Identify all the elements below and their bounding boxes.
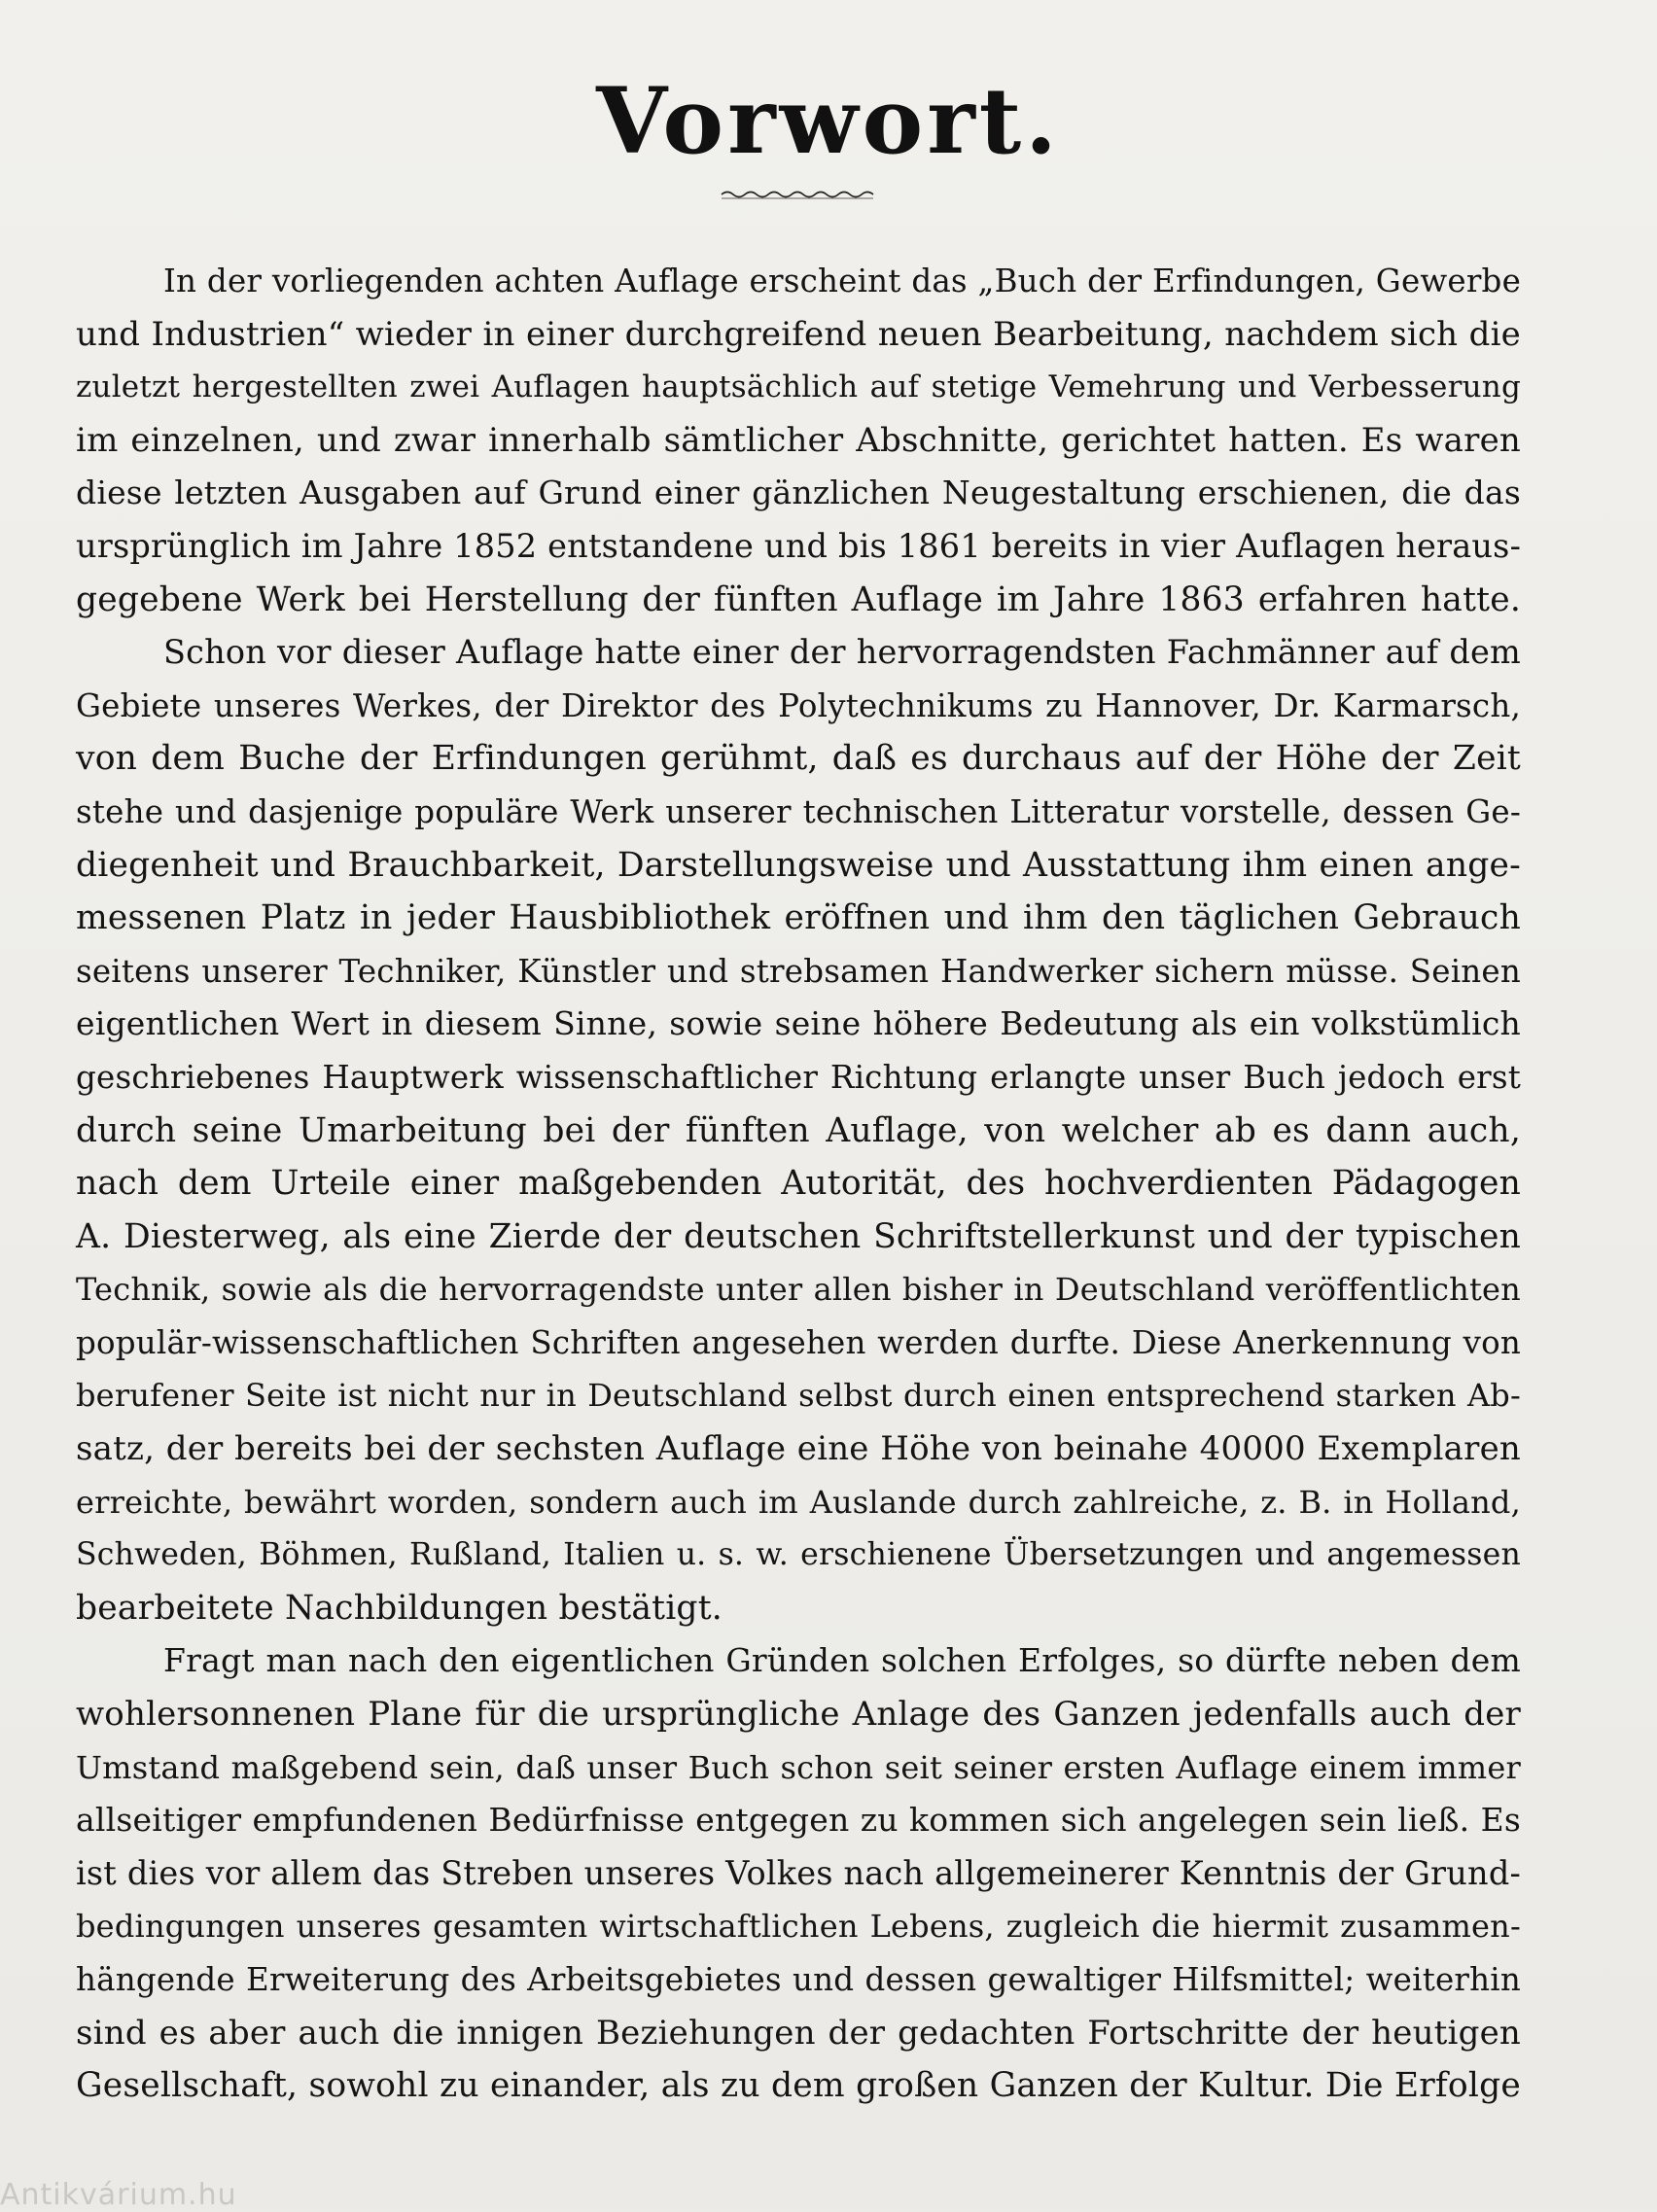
text-line: geschriebenes Hauptwerk wissenschaftlicher Richtung erlangte unser Buch jedoch erst [76,1058,1521,1096]
watermark: Antikvárium.hu [0,2178,237,2212]
text-line: diegenheit und Brauchbarkeit, Darstellungsweise und Ausstattung ihm einen ange- [76,845,1521,885]
text-line: bedingungen unseres gesamten wirtschaftlichen Lebens, zugleich die hiermit zusammen- [76,1908,1521,1946]
text-line: Schon vor dieser Auflage hatte einer der hervorragendsten Fachmänner auf dem [163,633,1521,672]
text-line: gegebene Werk bei Herstellung der fünften Auflage im Jahre 1863 erfahren hatte. [76,579,1521,619]
text-line: In der vorliegenden achten Auflage erscheint das „Buch der Erfindungen, Gewerbe [163,263,1521,299]
text-line: A. Diesterweg, als eine Zierde der deutschen Schriftstellerkunst und der typischen [76,1216,1521,1256]
text-line: ist dies vor allem das Streben unseres Volkes nach allgemeinerer Kenntnis der Grund- [76,1853,1521,1892]
text-line: von dem Buche der Erfindungen gerühmt, daß es durchaus auf der Höhe der Zeit [76,739,1521,779]
text-line: stehe und dasjenige populäre Werk unserer technischen Litteratur vorstelle, dessen Ge- [76,792,1521,830]
text-line: zuletzt hergestellten zwei Auflagen hauptsächlich auf stetige Vemehrung und Verbesserung [76,369,1521,405]
title-ornament-rule [720,187,875,202]
text-line: hängende Erweiterung des Arbeitsgebietes und dessen gewaltiger Hilfsmittel; weiterhin [76,1961,1521,1998]
text-line: nach dem Urteile einer maßgebenden Autorität, des hochverdienten Pädagogen [76,1164,1521,1204]
text-line: seitens unserer Techniker, Künstler und strebsamen Handwerker sichern müsse. Seinen [76,952,1521,990]
text-line: diese letzten Ausgaben auf Grund einer gänzlichen Neugestaltung erschienen, die das [76,474,1521,512]
text-line: Gesellschaft, sowohl zu einander, als zu dem großen Ganzen der Kultur. Die Erfolge [76,2066,1521,2106]
text-line: durch seine Umarbeitung bei der fünften Auflage, von welcher ab es dann auch, [76,1110,1521,1150]
text-line: erreichte, bewährt worden, sondern auch im Auslande durch zahlreiche, z. B. in Holland, [76,1483,1521,1521]
text-line: satz, der bereits bei der sechsten Auflage eine Höhe von beinahe 40000 Exemplaren [76,1429,1521,1469]
text-line: populär-wissenschaftlichen Schriften angesehen werden durfte. Diese Anerkennung von [76,1323,1521,1361]
text-line: berufener Seite ist nicht nur in Deutschland selbst durch einen entsprechend starken Ab- [76,1377,1521,1415]
text-line: ursprünglich im Jahre 1852 entstandene und bis 1861 bereits in vier Auflagen heraus- [76,526,1522,565]
text-line: bearbeitete Nachbildungen bestätigt. [76,1588,723,1628]
page-title: Vorwort. [596,68,1061,175]
text-line: allseitiger empfundenen Bedürfnisse entgegen zu kommen sich angelegen sein ließ. Es [76,1801,1521,1840]
text-line: Gebiete unseres Werkes, der Direktor des Polytechnikums zu Hannover, Dr. Karmarsch, [76,686,1521,724]
text-line: und Industrien“ wieder in einer durchgreifend neuen Bearbeitung, nachdem sich die [76,314,1521,354]
text-line: eigentlichen Wert in diesem Sinne, sowie seine höhere Bedeutung als ein volkstümlich [76,1004,1521,1043]
text-line: Technik, sowie als die hervorragendste unter allen bisher in Deutschland veröffentlichten [76,1271,1521,1309]
text-line: im einzelnen, und zwar innerhalb sämtlicher Abschnitte, gerichtet hatten. Es waren [76,420,1521,460]
text-line: Schweden, Böhmen, Rußland, Italien u. s. w. erschienene Übersetzungen und angemessen [76,1537,1521,1573]
text-line: messenen Platz in jeder Hausbibliothek eröffnen und ihm den täglichen Gebrauch [76,898,1521,938]
text-line: Fragt man nach den eigentlichen Gründen solchen Erfolges, so dürfte neben dem [163,1641,1521,1680]
text-line: sind es aber auch die innigen Beziehungen der gedachten Fortschritte der heutigen [76,2013,1521,2053]
text-line: wohlersonnenen Plane für die ursprüngliche Anlage des Ganzen jedenfalls auch der [76,1695,1521,1735]
text-line: Umstand maßgebend sein, daß unser Buch schon seit seiner ersten Auflage einem immer [76,1748,1521,1786]
preface-body [76,255,1521,2113]
